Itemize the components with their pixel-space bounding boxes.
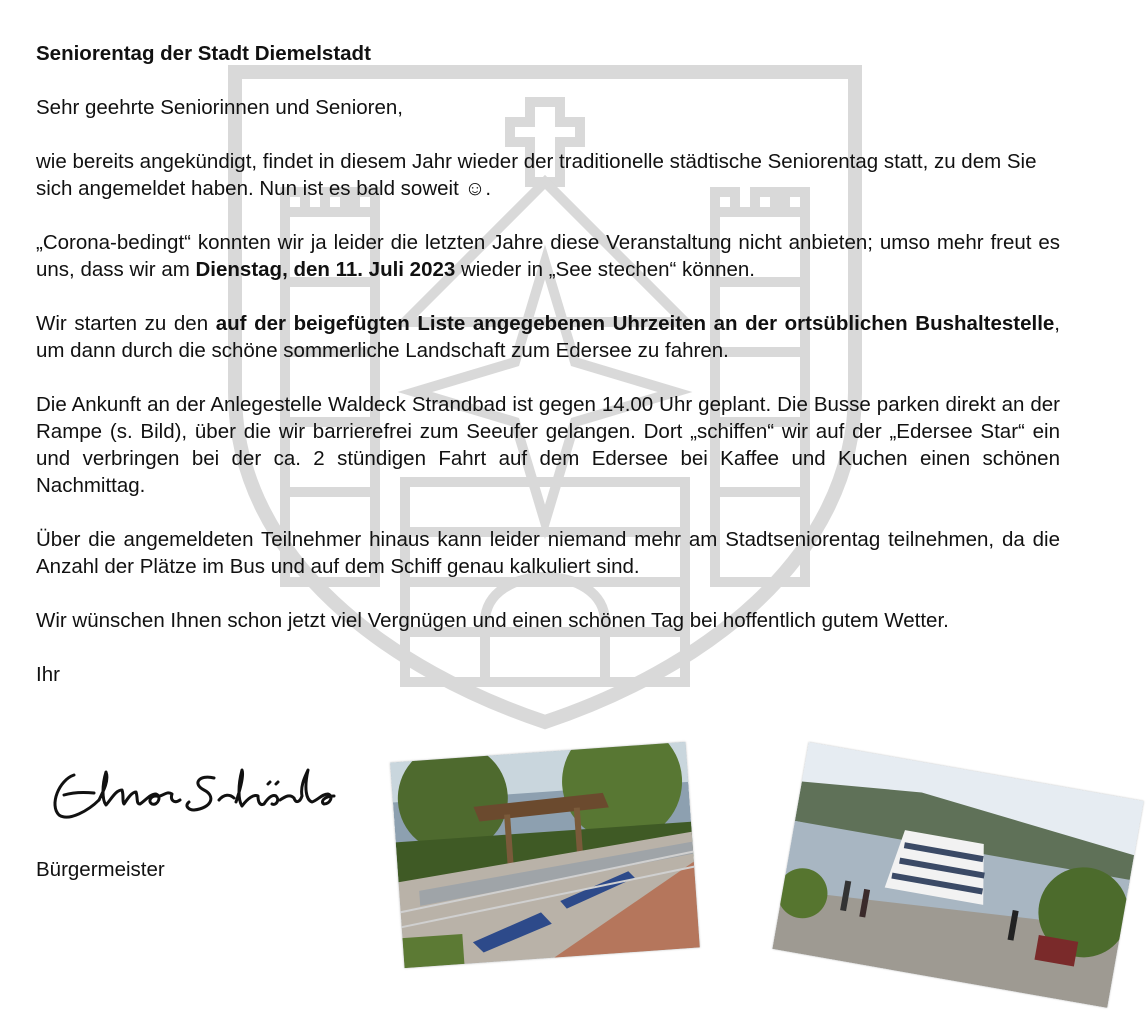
paragraph-wishes: Wir wünschen Ihnen schon jetzt viel Vergnügen und einen schönen Tag bei hoffentlich gutem Wetter. (36, 609, 949, 632)
ship-photo (772, 742, 1143, 1008)
departure-info: auf der beigefügten Liste angegebenen Uhrzeiten an der ortsüblichen Bushaltestelle (215, 312, 1055, 335)
signature-image (44, 760, 344, 830)
closing: Ihr (36, 663, 60, 686)
paragraph-participants: Über die angemeldeten Teilnehmer hinaus kann leider niemand mehr am Stadtseniorentag teilnehmen, da die Anzahl der Plätze im Bus und auf dem Schiff genau kalkuliert sind. (36, 528, 1060, 578)
event-date: Dienstag, den 11. Juli 2023 (195, 258, 456, 281)
signer-role: Bürgermeister (36, 858, 165, 881)
ramp-photo (390, 742, 700, 968)
paragraph-date: „Corona-bedingt“ konnten wir ja leider die letzten Jahre diese Veranstaltung nicht anbieten; umso mehr freut es uns, dass wir am Dienstag, den 11. Juli 2023 wieder in „See stechen“ können. (36, 231, 1060, 281)
paragraph-announcement: wie bereits angekündigt, findet in diesem Jahr wieder der traditionelle städtische Seniorentag statt, zu dem Sie sich angemeldet haben. Nun ist es bald soweit ☺. (36, 150, 1037, 200)
paragraph-arrival: Die Ankunft an der Anlegestelle Waldeck Strandbad ist gegen 14.00 Uhr geplant. Die Busse parken direkt an der Rampe (s. Bild), über die wir barrierefrei zum Seeufer gelangen. Dort „schiffen“ wir auf der „Edersee Star“ ein und verbringen bei der ca. 2 stündigen Fahrt auf dem Edersee bei Kaffee und Kuchen einen schönen Nachmittag. (36, 393, 1060, 497)
paragraph-departure: Wir starten zu den auf der beigefügten Liste angegebenen Uhrzeiten an der ortsüblichen Bushaltestelle, um dann durch die schöne sommerliche Landschaft zum Edersee zu fahren. (36, 312, 1060, 362)
letter-body (36, 40, 1060, 688)
salutation: Sehr geehrte Seniorinnen und Senioren, (36, 96, 403, 119)
letter-title: Seniorentag der Stadt Diemelstadt (36, 42, 371, 65)
